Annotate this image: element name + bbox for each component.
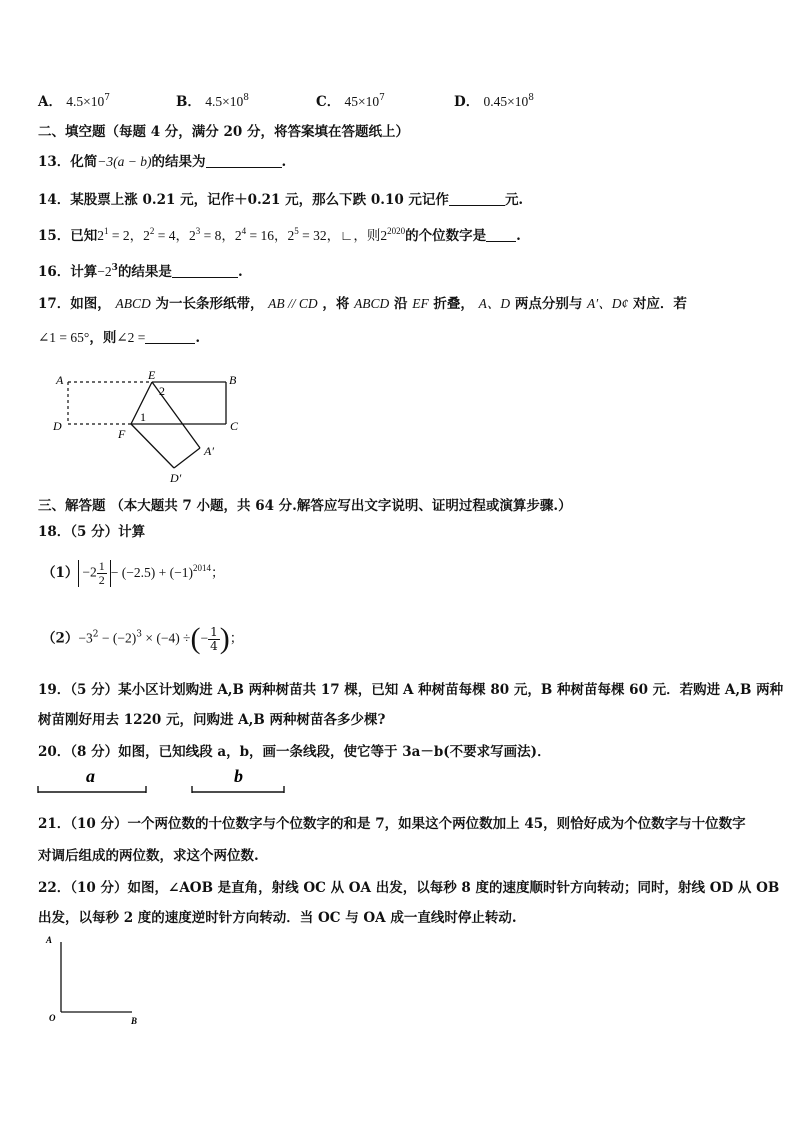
q15-seq-2: = 2， bbox=[108, 228, 144, 243]
fig17-label-2: 2 bbox=[159, 384, 165, 398]
q15-base: 2 bbox=[380, 228, 388, 243]
q18-p2-b-exp: 3 bbox=[136, 629, 142, 640]
q15-seq-11: = 16， bbox=[246, 228, 288, 243]
fig17-label-e: E bbox=[148, 368, 156, 382]
question-13 bbox=[38, 150, 286, 170]
q15-seq-7: 3 bbox=[195, 226, 201, 236]
q13-answer-blank[interactable] bbox=[206, 155, 282, 168]
q17-end: . bbox=[195, 330, 201, 346]
option-d-value: 0.45×10 bbox=[483, 94, 529, 109]
question-19-line-2: 树苗刚好用去 1220 元，问购进 A,B 两种树苗各多少棵? bbox=[38, 712, 386, 728]
q17-then: ，则 bbox=[89, 330, 117, 346]
q18-p2-b: − (−2) bbox=[98, 630, 137, 646]
question-22-line-1: 22．（10 分）如图，∠AOB 是直角，射线 OC 从 OA 出发，以每秒 8 度的速度顺时针方向转动；同时，射线 OD 从 OB bbox=[38, 880, 780, 896]
fig17-label-d-prime: D′ bbox=[170, 471, 182, 485]
q15-seq-3: 2 bbox=[143, 228, 150, 243]
q15-seq-1: 1 bbox=[104, 226, 109, 236]
q15-seq-6: 2 bbox=[189, 228, 196, 243]
question-14 bbox=[38, 188, 523, 208]
question-20: 20．（8 分）如图，已知线段 a，b，画一条线段，使它等于 3a－b(不要求写画法)． bbox=[38, 744, 551, 760]
question-21-line-2: 对调后组成的两位数，求这个两位数. bbox=[38, 848, 259, 864]
q15-seq-12: 2 bbox=[287, 228, 295, 243]
q14-end: 元. bbox=[504, 192, 524, 208]
q18-p2-end: ； bbox=[229, 630, 244, 647]
q15-seq-8: = 8， bbox=[200, 228, 235, 243]
q17-answer-blank[interactable] bbox=[145, 331, 195, 344]
q14-text: 14．某股票上涨 0.21 元，记作＋0.21 元，那么下跌 0.10 元记作 bbox=[38, 192, 449, 208]
q17-a-prime-d-prime: A′、D¢ bbox=[587, 296, 629, 311]
question-16 bbox=[38, 260, 243, 280]
q15-seq-14: = 32，∟，则 bbox=[298, 228, 381, 243]
option-b-label: B． bbox=[176, 94, 201, 110]
question-22-line-2: 出发，以每秒 2 度的速度逆时针方向转动．当 OC 与 OA 成一直线时停止转动. bbox=[38, 910, 517, 926]
option-c-value: 45×10 bbox=[344, 94, 380, 109]
q15-exp: 2020 bbox=[387, 226, 406, 236]
q13-prefix: 13．化简 bbox=[38, 154, 98, 170]
q18-p1-abs bbox=[78, 560, 110, 587]
question-17-line-2 bbox=[38, 326, 200, 346]
segment-b-label: b bbox=[234, 766, 243, 786]
segment-a-label: a bbox=[86, 766, 95, 786]
q15-seq-5: = 4， bbox=[154, 228, 190, 243]
fig17-folded-edge-ad bbox=[174, 448, 200, 468]
q16-end: . bbox=[237, 264, 243, 280]
fig17-folded-edge-fd bbox=[131, 424, 174, 468]
q15-prefix: 15．已知 bbox=[38, 228, 98, 244]
question-15 bbox=[38, 224, 521, 244]
fig17-label-1: 1 bbox=[140, 410, 146, 424]
q15-seq-4: 2 bbox=[149, 226, 155, 236]
q17-angle-2: ∠2 = bbox=[116, 330, 146, 345]
q18-p1-exp: 2014 bbox=[192, 563, 211, 573]
fig22-label-b: B bbox=[131, 1016, 138, 1026]
q15-seq-13: 5 bbox=[294, 226, 299, 236]
question-18-part-2: $(2)-3^2 - (-2)^3 \times (-4)$ ÷(− $\frac{1}{4}$ )； bbox=[42, 622, 244, 655]
figure-17 bbox=[40, 368, 260, 488]
q16-expr-base: −2 bbox=[97, 264, 112, 279]
fig17-label-d: D bbox=[53, 419, 62, 433]
option-b-exp: 8 bbox=[243, 93, 249, 103]
q17-parallel: AB // CD bbox=[268, 296, 318, 311]
figure-20 bbox=[36, 762, 296, 798]
q16-expr-exp: 3 bbox=[111, 263, 118, 273]
option-b-value: 4.5×10 bbox=[205, 94, 244, 109]
q17-abcd-2: ABCD bbox=[354, 296, 390, 311]
q15-suffix: 的个位数字是 bbox=[405, 228, 487, 244]
section-2-title: 二、填空题（每题 4 分，满分 20 分，将答案填在答题纸上） bbox=[38, 124, 409, 140]
q18-p1-abs-num: 1 bbox=[98, 559, 105, 573]
q17-text-i: 折叠， bbox=[433, 296, 474, 312]
q18-p1-abs-whole: −2 bbox=[82, 564, 97, 580]
option-a-label: A． bbox=[38, 94, 62, 110]
section-3-title: 三、解答题 （本大题共 7 小题，共 64 分.解答应写出文字说明、证明过程或演算步骤.） bbox=[38, 498, 572, 514]
fig17-label-c: C bbox=[230, 419, 239, 433]
fig17-label-a-prime: A′ bbox=[204, 444, 214, 458]
q18-p1-label: （1） bbox=[42, 565, 79, 581]
q16-answer-blank[interactable] bbox=[172, 265, 238, 278]
q17-text-a: 17．如图， bbox=[38, 296, 111, 312]
question-19-line-1: 19．（5 分）某小区计划购进 A,B 两种树苗共 17 棵，已知 A 种树苗每棵 80 元，B 种树苗每棵 60 元．若购进 A,B 两种 bbox=[38, 682, 784, 698]
q18-p2-c: × (−4) ÷ bbox=[141, 630, 191, 646]
q18-p2-frac-sign: − bbox=[200, 630, 209, 646]
q13-expr: −3(a − b) bbox=[97, 154, 152, 169]
q13-end: . bbox=[281, 154, 287, 170]
q18-p2-label: （2） bbox=[42, 630, 79, 647]
q18-p1-abs-den: 2 bbox=[98, 573, 105, 587]
option-a-exp: 7 bbox=[104, 93, 111, 103]
q18-p2-a-exp: 2 bbox=[92, 629, 99, 640]
q16-prefix: 16．计算 bbox=[38, 264, 98, 280]
figure-22 bbox=[40, 928, 160, 1032]
question-18-part-1 bbox=[42, 560, 224, 587]
q15-seq-0: 2 bbox=[97, 228, 105, 243]
question-18-title: 18．（5 分）计算 bbox=[38, 524, 146, 540]
q17-text-k: 两点分别与 bbox=[514, 296, 583, 312]
q15-seq-9: 2 bbox=[234, 228, 242, 243]
option-c-exp: 7 bbox=[379, 93, 385, 103]
option-d bbox=[454, 90, 534, 110]
fig17-label-a: A bbox=[56, 373, 64, 387]
q18-p1-end: ； bbox=[210, 565, 225, 581]
q18-p1-rest: − (−2.5) + (−1) bbox=[110, 565, 193, 580]
option-d-exp: 8 bbox=[528, 93, 534, 103]
q16-suffix: 的结果是 bbox=[117, 264, 172, 280]
q17-text-m: 对应．若 bbox=[632, 296, 687, 312]
option-a-value: 4.5×10 bbox=[66, 94, 105, 109]
option-c-label: C． bbox=[316, 94, 341, 110]
q17-text-c: 为一长条形纸带， bbox=[155, 296, 264, 312]
q17-angle-1: ∠1 = 65° bbox=[38, 330, 90, 345]
option-d-label: D． bbox=[454, 94, 480, 110]
q17-text-g: 沿 bbox=[394, 296, 408, 312]
option-c bbox=[316, 90, 385, 110]
fig22-label-a: A bbox=[46, 935, 53, 945]
q17-text-e: ，将 bbox=[322, 296, 350, 312]
q13-suffix: 的结果为 bbox=[151, 154, 206, 170]
q18-p2-frac-num: 1 bbox=[210, 624, 218, 639]
q17-abcd-1: ABCD bbox=[115, 296, 151, 311]
fig22-label-o: O bbox=[49, 1013, 56, 1023]
q15-end: . bbox=[516, 228, 521, 244]
fig17-label-b: B bbox=[229, 373, 237, 387]
q15-answer-blank[interactable] bbox=[486, 229, 516, 242]
q17-ad: A、D bbox=[478, 296, 511, 311]
fig17-label-f: F bbox=[118, 427, 126, 441]
q15-seq-10: 4 bbox=[241, 226, 247, 236]
question-21-line-1: 21．（10 分）一个两位数的十位数字与个位数字的和是 7，如果这个两位数加上 45，则恰好成为个位数字与十位数字 bbox=[38, 816, 746, 832]
q17-ef: EF bbox=[412, 296, 429, 311]
q14-answer-blank[interactable] bbox=[449, 193, 505, 206]
option-b bbox=[176, 90, 249, 110]
question-17-line-1 bbox=[38, 292, 687, 312]
option-a bbox=[38, 90, 110, 110]
q18-p2-a: −3 bbox=[78, 630, 93, 646]
q18-p2-frac-den: 4 bbox=[210, 638, 218, 653]
